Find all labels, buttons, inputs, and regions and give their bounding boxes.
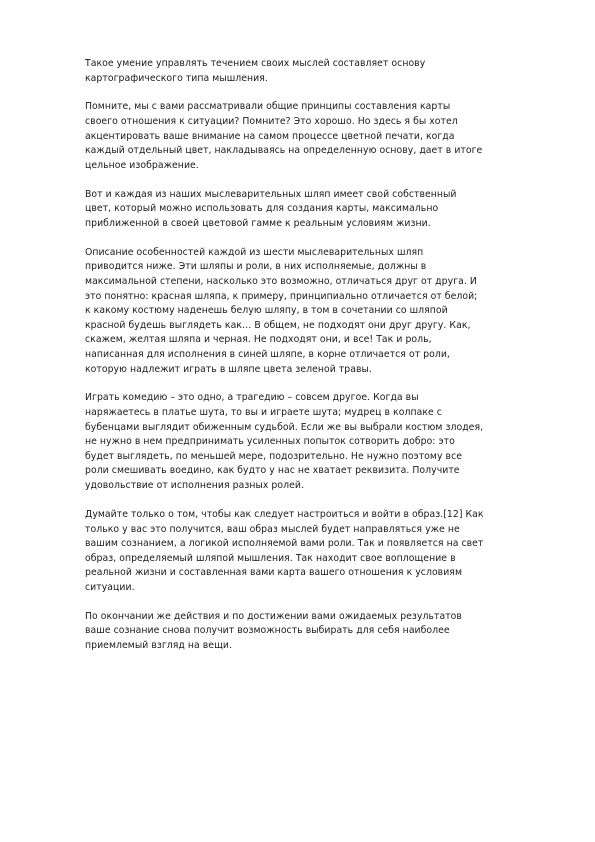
text-line: Помните, мы с вами рассматривали общие принципы составления карты bbox=[85, 101, 451, 113]
text-line: это понятно: красная шляпа, к примеру, принципиально отличается от белой; bbox=[85, 290, 478, 302]
text-line: цвет, который можно использовать для создания карты, максимально bbox=[85, 203, 439, 215]
text-line: своего отношения к ситуации? Помните? Это хорошо. Но здесь я бы хотел bbox=[85, 116, 458, 128]
text-line: Описание особенностей каждой из шести мыслеварительных шляп bbox=[85, 246, 424, 258]
paragraph bbox=[85, 246, 551, 377]
text-line: реальной жизни и составленная вами карта вашего отношения к условиям bbox=[85, 567, 463, 579]
paragraph bbox=[85, 391, 551, 493]
text-line: цельное изображение. bbox=[85, 159, 199, 171]
text-line: каждый отдельный цвет, накладываясь на определенную основу, дает в итоге bbox=[85, 145, 483, 157]
text-line: образ, определяемый шляпой мышления. Так находит свое воплощение в bbox=[85, 552, 456, 564]
text-line: бубенцами выглядит обиженным судьбой. Если же вы выбрали костюм злодея, bbox=[85, 421, 484, 433]
text-line: написанная для исполнения в синей шляпе, в корне отличается от роли, bbox=[85, 348, 450, 360]
text-line: наряжаетесь в платье шута, то вы и играете шута; мудрец в колпаке с bbox=[85, 407, 442, 419]
text-line: акцентировать ваше внимание на самом процессе цветной печати, когда bbox=[85, 130, 455, 142]
text-line: Думайте только о том, чтобы как следует настроиться и войти в образ.[12] Как bbox=[85, 508, 484, 520]
text-line: будет выглядеть, по меньшей мере, подозрительно. Не нужно поэтому все bbox=[85, 450, 462, 462]
text-line: Вот и каждая из наших мыслеварительных шляп имеет свой собственный bbox=[85, 188, 457, 200]
text-line: которую надлежит играть в шляпе цвета зеленой травы. bbox=[85, 363, 372, 375]
text-line: По окончании же действия и по достижении вами ожидаемых результатов bbox=[85, 610, 462, 622]
text-line: приводится ниже. Эти шляпы и роли, в них исполняемые, должны в bbox=[85, 261, 427, 273]
paragraph bbox=[85, 100, 551, 173]
text-line: Играть комедию – это одно, а трагедию – совсем другое. Когда вы bbox=[85, 392, 419, 404]
document-body bbox=[85, 57, 551, 668]
text-line: только у вас это получится, ваш образ мыслей будет направляться уже не bbox=[85, 523, 460, 535]
text-line: роли смешивать воедино, как будто у нас не хватает реквизита. Получите bbox=[85, 465, 460, 477]
paragraph bbox=[85, 57, 551, 86]
text-line: приближенной в своей цветовой гамме к реальным условиям жизни. bbox=[85, 217, 431, 229]
text-line: не нужно в нем предпринимать усиленных попыток сотворить добро: это bbox=[85, 436, 455, 448]
text-line: максимальной степени, насколько это возможно, отличаться друг от друга. И bbox=[85, 276, 477, 288]
text-line: удовольствие от исполнения разных ролей. bbox=[85, 480, 304, 492]
text-line: приемлемый взгляд на вещи. bbox=[85, 639, 232, 651]
text-line: вашим сознанием, а логикой исполняемой вами роли. Так и появляется на свет bbox=[85, 538, 484, 550]
text-line: красной будешь выглядеть как… В общем, не подходят они друг другу. Как, bbox=[85, 319, 471, 331]
text-line: ситуации. bbox=[85, 581, 135, 593]
text-line: картографического типа мышления. bbox=[85, 72, 268, 84]
text-line: ваше сознание снова получит возможность выбирать для себя наиболее bbox=[85, 625, 450, 637]
text-line: Такое умение управлять течением своих мыслей составляет основу bbox=[85, 58, 426, 69]
paragraph bbox=[85, 508, 551, 596]
paragraph bbox=[85, 610, 551, 654]
text-line: скажем, желтая шляпа и черная. Не подходят они, и все! Так и роль, bbox=[85, 334, 432, 346]
text-line: к какому костюму наденешь белую шляпу, в том в сочетании со шляпой bbox=[85, 305, 448, 317]
paragraph bbox=[85, 188, 551, 232]
